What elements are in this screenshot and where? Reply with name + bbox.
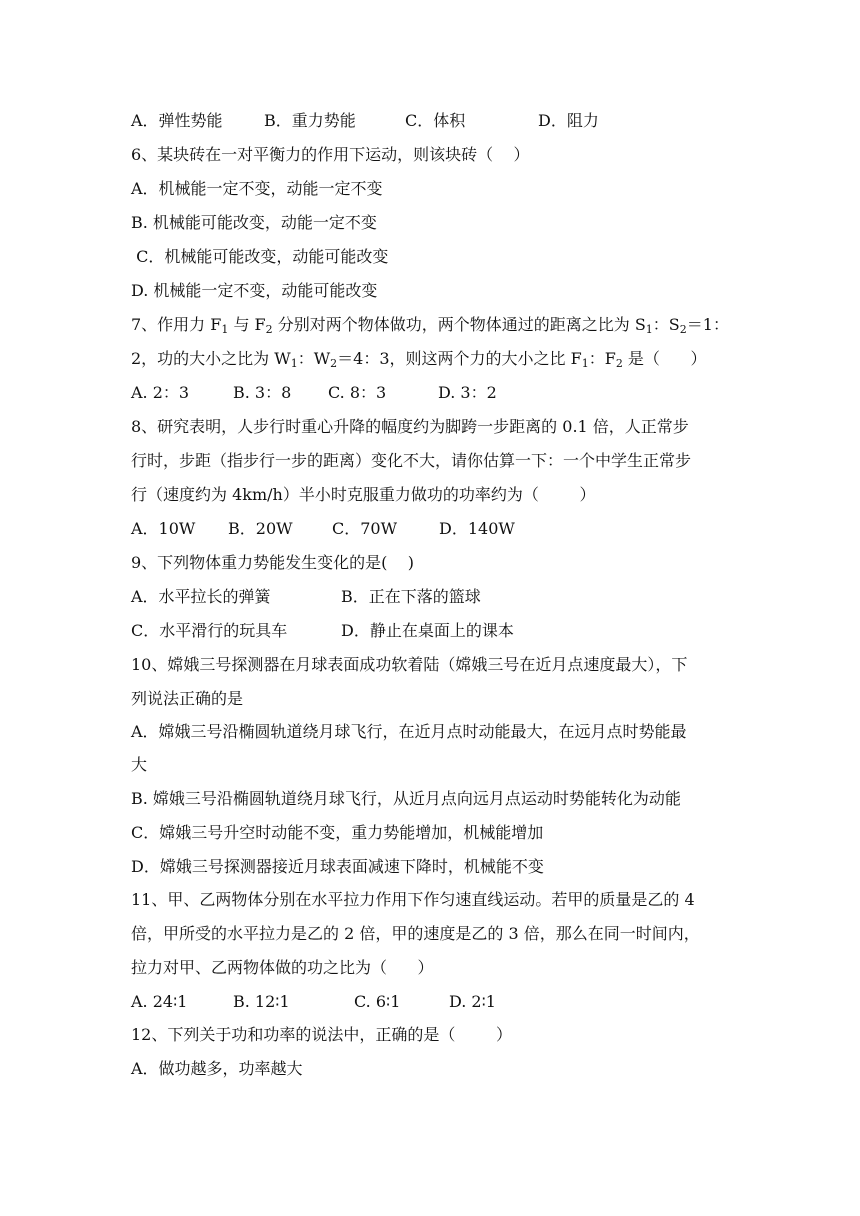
q10-option-c: C．嫦娥三号升空时动能不变，重力势能增加，机械能增加 xyxy=(131,823,544,842)
q11-option-d: D. 2∶1 xyxy=(449,992,496,1011)
q8-option-d: D．140W xyxy=(439,519,515,538)
q9-option-b: B．正在下落的篮球 xyxy=(341,587,481,606)
q7-option-b: B. 3：8 xyxy=(233,383,292,402)
q8-stem-line-3: 行（速度约为 4km/h）半小时克服重力做功的功率约为（ ） xyxy=(131,485,596,504)
q7-option-d: D. 3：2 xyxy=(438,383,497,402)
q10-option-b: B. 嫦娥三号沿椭圆轨道绕月球飞行，从近月点向远月点运动时势能转化为动能 xyxy=(131,789,681,808)
q7-stem-line-1: 7、作用力 $F_1$ 与 $F_2$ 分别对两个物体做功，两个物体通过的距离之比为 $S_1$：$S_2=1$： xyxy=(131,315,729,336)
q6-option-b: B. 机械能可能改变，动能一定不变 xyxy=(131,213,377,232)
q12-option-a: A．做功越多，功率越大 xyxy=(131,1059,303,1078)
q6-option-c: C．机械能可能改变，动能可能改变 xyxy=(131,247,389,266)
q8-option-a: A．10W xyxy=(131,519,196,538)
q10-option-a-line-1: A．嫦娥三号沿椭圆轨道绕月球飞行，在近月点时动能最大，在远月点时势能最 xyxy=(131,722,687,741)
q8-stem-line-2: 行时，步距（指步行一步的距离）变化不大，请你估算一下：一个中学生正常步 xyxy=(131,451,692,470)
q11-stem-line-1: 11、甲、乙两物体分别在水平拉力作用下作匀速直线运动。若甲的质量是乙的 4 xyxy=(131,890,695,909)
q10-option-a-line-2: 大 xyxy=(131,755,148,774)
q6-option-a: A．机械能一定不变，动能一定不变 xyxy=(131,179,383,198)
q11-stem-line-3: 拉力对甲、乙两物体做的功之比为（ ） xyxy=(131,958,434,977)
q8-option-c: C．70W xyxy=(332,519,398,538)
q6-option-d: D. 机械能一定不变，动能可能改变 xyxy=(131,281,378,300)
q11-stem-line-2: 倍，甲所受的水平拉力是乙的 2 倍，甲的速度是乙的 3 倍，那么在同一时间内， xyxy=(131,924,700,943)
q5-option-d: D．阻力 xyxy=(538,111,599,130)
q8-option-b: B．20W xyxy=(228,519,293,538)
q11-option-c: C. 6∶1 xyxy=(354,992,401,1011)
q11-option-b: B. 12∶1 xyxy=(233,992,290,1011)
q9-option-c: C．水平滑行的玩具车 xyxy=(131,621,288,640)
q6-stem: 6、某块砖在一对平衡力的作用下运动，则该块砖（ ） xyxy=(131,145,530,164)
q5-option-a: A．弹性势能 xyxy=(131,111,223,130)
q11-option-a: A. 24∶1 xyxy=(131,992,188,1011)
q10-option-d: D．嫦娥三号探测器接近月球表面减速下降时，机械能不变 xyxy=(131,857,544,876)
q8-stem-line-1: 8、研究表明，人步行时重心升降的幅度约为脚跨一步距离的 0.1 倍，人正常步 xyxy=(131,417,689,436)
q9-option-a: A．水平拉长的弹簧 xyxy=(131,587,271,606)
q5-option-c: C．体积 xyxy=(405,111,466,130)
q9-option-d: D．静止在桌面上的课本 xyxy=(341,621,514,640)
q12-stem: 12、下列关于功和功率的说法中，正确的是（ ） xyxy=(131,1025,513,1044)
q5-option-b: B．重力势能 xyxy=(264,111,356,130)
q7-option-a: A. 2：3 xyxy=(131,383,190,402)
q7-option-c: C. 8：3 xyxy=(328,383,387,402)
q9-stem: 9、下列物体重力势能发生变化的是( ) xyxy=(131,553,415,572)
q7-stem-line-2: 2，功的大小之比为 $W_1$：$W_2=4$：3，则这两个力的大小之比 $F_1$：$F_2$ 是（ ） xyxy=(131,349,707,370)
q10-stem-line-2: 列说法正确的是 xyxy=(131,689,244,708)
q10-stem-line-1: 10、嫦娥三号探测器在月球表面成功软着陆（嫦娥三号在近月点速度最大），下 xyxy=(131,655,688,674)
